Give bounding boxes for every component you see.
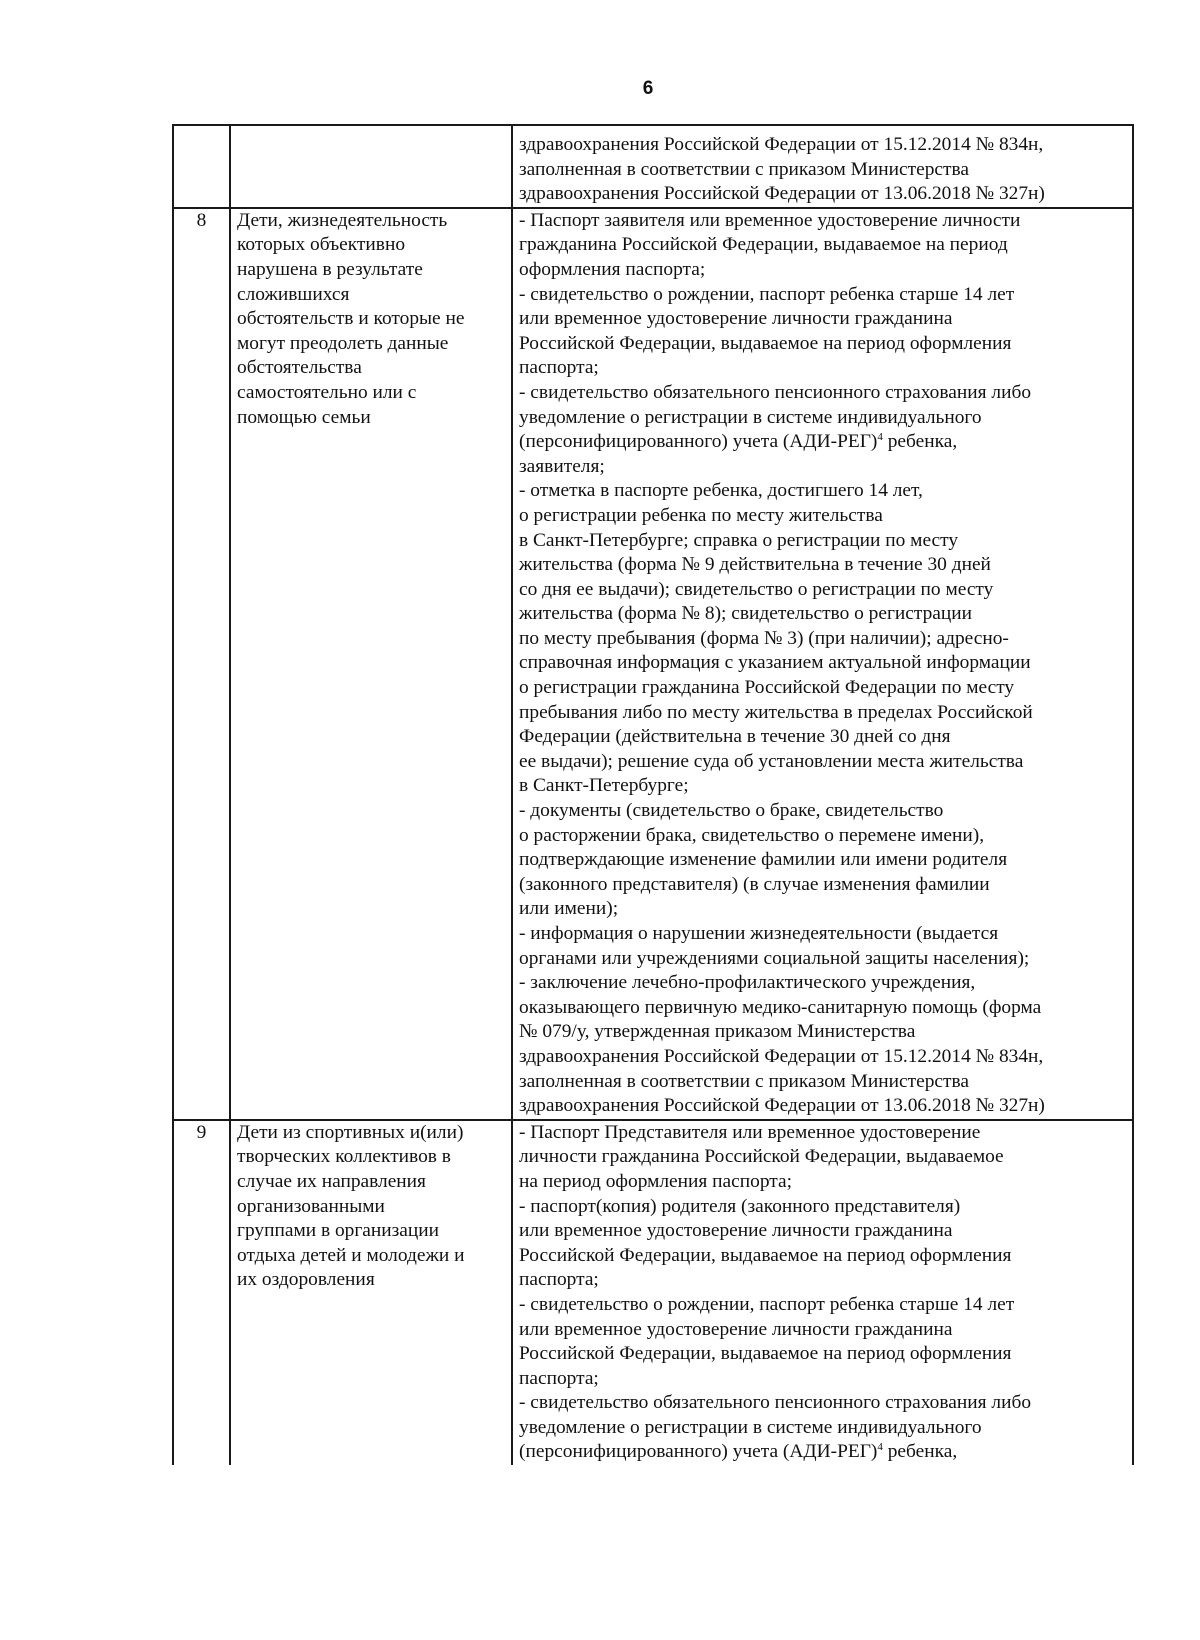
text-line: которых объективно xyxy=(237,234,406,256)
text-line: Российской Федерации, выдаваемое на период оформления xyxy=(519,1244,1012,1266)
text-line: Дети из спортивных и(или) xyxy=(237,1121,464,1143)
text-line: сложившихся xyxy=(237,283,350,305)
text-line: Дети, жизнедеятельность xyxy=(237,209,448,231)
text-line: пребывания либо по месту жительства в пределах Российской xyxy=(519,701,1033,723)
text-line: о регистрации ребенка по месту жительства xyxy=(519,504,883,526)
text-line: могут преодолеть данные xyxy=(237,332,449,354)
documents-cell xyxy=(512,125,1133,208)
text-line: обстоятельств и которые не xyxy=(237,308,465,330)
text-line: жительства (форма № 9 действительна в течение 30 дней xyxy=(519,554,991,576)
text-line: организованными xyxy=(237,1195,385,1217)
text-line: нарушена в результате xyxy=(237,258,423,280)
text-line: жительства (форма № 8); свидетельство о регистрации xyxy=(519,603,973,625)
page-number: 6 xyxy=(642,78,654,99)
text-line: о регистрации гражданина Российской Федерации по месту xyxy=(519,677,1015,699)
text-line: уведомление о регистрации в системе индивидуального xyxy=(519,406,982,428)
table-row-continued xyxy=(173,125,1133,208)
text-line: - паспорт(копия) родителя (законного представителя) xyxy=(519,1195,961,1217)
text-line: уведомление о регистрации в системе индивидуального xyxy=(519,1416,982,1438)
text-line: заполненная в соответствии с приказом Министерства xyxy=(519,158,969,180)
category-cell xyxy=(230,208,512,1120)
text-line: помощью семьи xyxy=(237,406,371,428)
text-line: - свидетельство обязательного пенсионного страхования либо xyxy=(519,1392,1032,1414)
row-number-cell xyxy=(173,125,230,208)
text-line: оформления паспорта; xyxy=(519,258,706,280)
table-row-8 xyxy=(173,208,1133,1120)
text-line: на период оформления паспорта; xyxy=(519,1170,792,1192)
text-line: ее выдачи); решение суда об установлении места жительства xyxy=(519,750,1024,772)
documents-cell xyxy=(512,208,1133,1120)
text-line: группами в организации xyxy=(237,1220,440,1242)
text-line: оказывающего первичную медико-санитарную помощь (форма xyxy=(519,996,1042,1018)
text-line: - свидетельство о рождении, паспорт ребенка старше 14 лет xyxy=(519,283,1015,305)
text-line: - заключение лечебно-профилактического учреждения, xyxy=(519,972,976,994)
text-line: (законного представителя) (в случае изменения фамилии xyxy=(519,873,990,895)
text-line: заполненная в соответствии с приказом Министерства xyxy=(519,1070,969,1092)
category-cell xyxy=(230,125,512,208)
text-line: (персонифицированного) учета $(АДИ-РЕГ)^4$ ребенка, xyxy=(519,431,958,453)
text-line: органами или учреждениями социальной защиты населения); xyxy=(519,947,1030,969)
text-line: (персонифицированного) учета $(АДИ-РЕГ)^4$ ребенка, xyxy=(519,1441,958,1463)
text-line: - документы (свидетельство о браке, свидетельство xyxy=(519,800,944,822)
text-line: отдыха детей и молодежи и xyxy=(237,1244,465,1266)
text-line: - Паспорт заявителя или временное удостоверение личности xyxy=(519,209,1021,231)
text-line: личности гражданина Российской Федерации, выдаваемое xyxy=(519,1146,1004,1168)
text-line: паспорта; xyxy=(519,1367,599,1389)
text-line: или временное удостоверение личности гражданина xyxy=(519,1318,953,1340)
text-line: в Санкт-Петербурге; справка о регистрации по месту xyxy=(519,529,959,551)
row-number-cell: 8 xyxy=(173,208,230,1120)
text-line: - отметка в паспорте ребенка, достигшего 14 лет, xyxy=(519,480,923,502)
text-line: со дня ее выдачи); свидетельство о регистрации по месту xyxy=(519,578,994,600)
text-line: или имени); xyxy=(519,898,619,920)
text-line: Российской Федерации, выдаваемое на период оформления xyxy=(519,332,1012,354)
text-line: здравоохранения Российской Федерации от 13.06.2018 № 327н) xyxy=(519,183,1045,205)
text-line: паспорта; xyxy=(519,357,599,379)
documents-cell xyxy=(512,1120,1133,1465)
footnote-marker: 4 xyxy=(877,1441,883,1454)
requirements-table xyxy=(172,124,1134,1465)
text-line: № 079/у, утвержденная приказом Министерства xyxy=(519,1021,916,1043)
text-line: или временное удостоверение личности гражданина xyxy=(519,1220,953,1242)
text-line: Российской Федерации, выдаваемое на период оформления xyxy=(519,1343,1012,1365)
text-line: заявителя; xyxy=(519,455,605,477)
text-line: обстоятельства xyxy=(237,357,362,379)
text-line: здравоохранения Российской Федерации от 15.12.2014 № 834н, xyxy=(519,134,1044,155)
text-line: творческих коллективов в xyxy=(237,1146,451,1168)
text-line: в Санкт-Петербурге; xyxy=(519,775,689,797)
text-line: - свидетельство обязательного пенсионного страхования либо xyxy=(519,381,1032,403)
text-line: о расторжении брака, свидетельство о перемене имени), xyxy=(519,824,985,846)
text-line: случае их направления xyxy=(237,1170,426,1192)
text-line: по месту пребывания (форма № 3) (при наличии); адресно- xyxy=(519,627,1009,649)
footnote-marker: 4 xyxy=(877,431,883,444)
text-line: самостоятельно или с xyxy=(237,381,417,403)
table-row-9 xyxy=(173,1120,1133,1465)
text-line: здравоохранения Российской Федерации от 15.12.2014 № 834н, xyxy=(519,1045,1044,1067)
text-line: справочная информация с указанием актуальной информации xyxy=(519,652,1031,674)
text-line: паспорта; xyxy=(519,1269,599,1291)
text-line: - Паспорт Представителя или временное удостоверение xyxy=(519,1121,981,1143)
text-line: гражданина Российской Федерации, выдаваемое на период xyxy=(519,234,1008,256)
row-number-cell: 9 xyxy=(173,1120,230,1465)
text-line: или временное удостоверение личности гражданина xyxy=(519,308,953,330)
text-line: здравоохранения Российской Федерации от 13.06.2018 № 327н) xyxy=(519,1095,1045,1117)
text-line: их оздоровления xyxy=(237,1269,375,1291)
text-line: - информация о нарушении жизнедеятельности (выдается xyxy=(519,923,999,944)
text-line: подтверждающие изменение фамилии или имени родителя xyxy=(519,849,1008,871)
text-line: Федерации (действительна в течение 30 дней со дня xyxy=(519,726,951,748)
category-cell xyxy=(230,1120,512,1465)
text-line: - свидетельство о рождении, паспорт ребенка старше 14 лет xyxy=(519,1293,1015,1315)
